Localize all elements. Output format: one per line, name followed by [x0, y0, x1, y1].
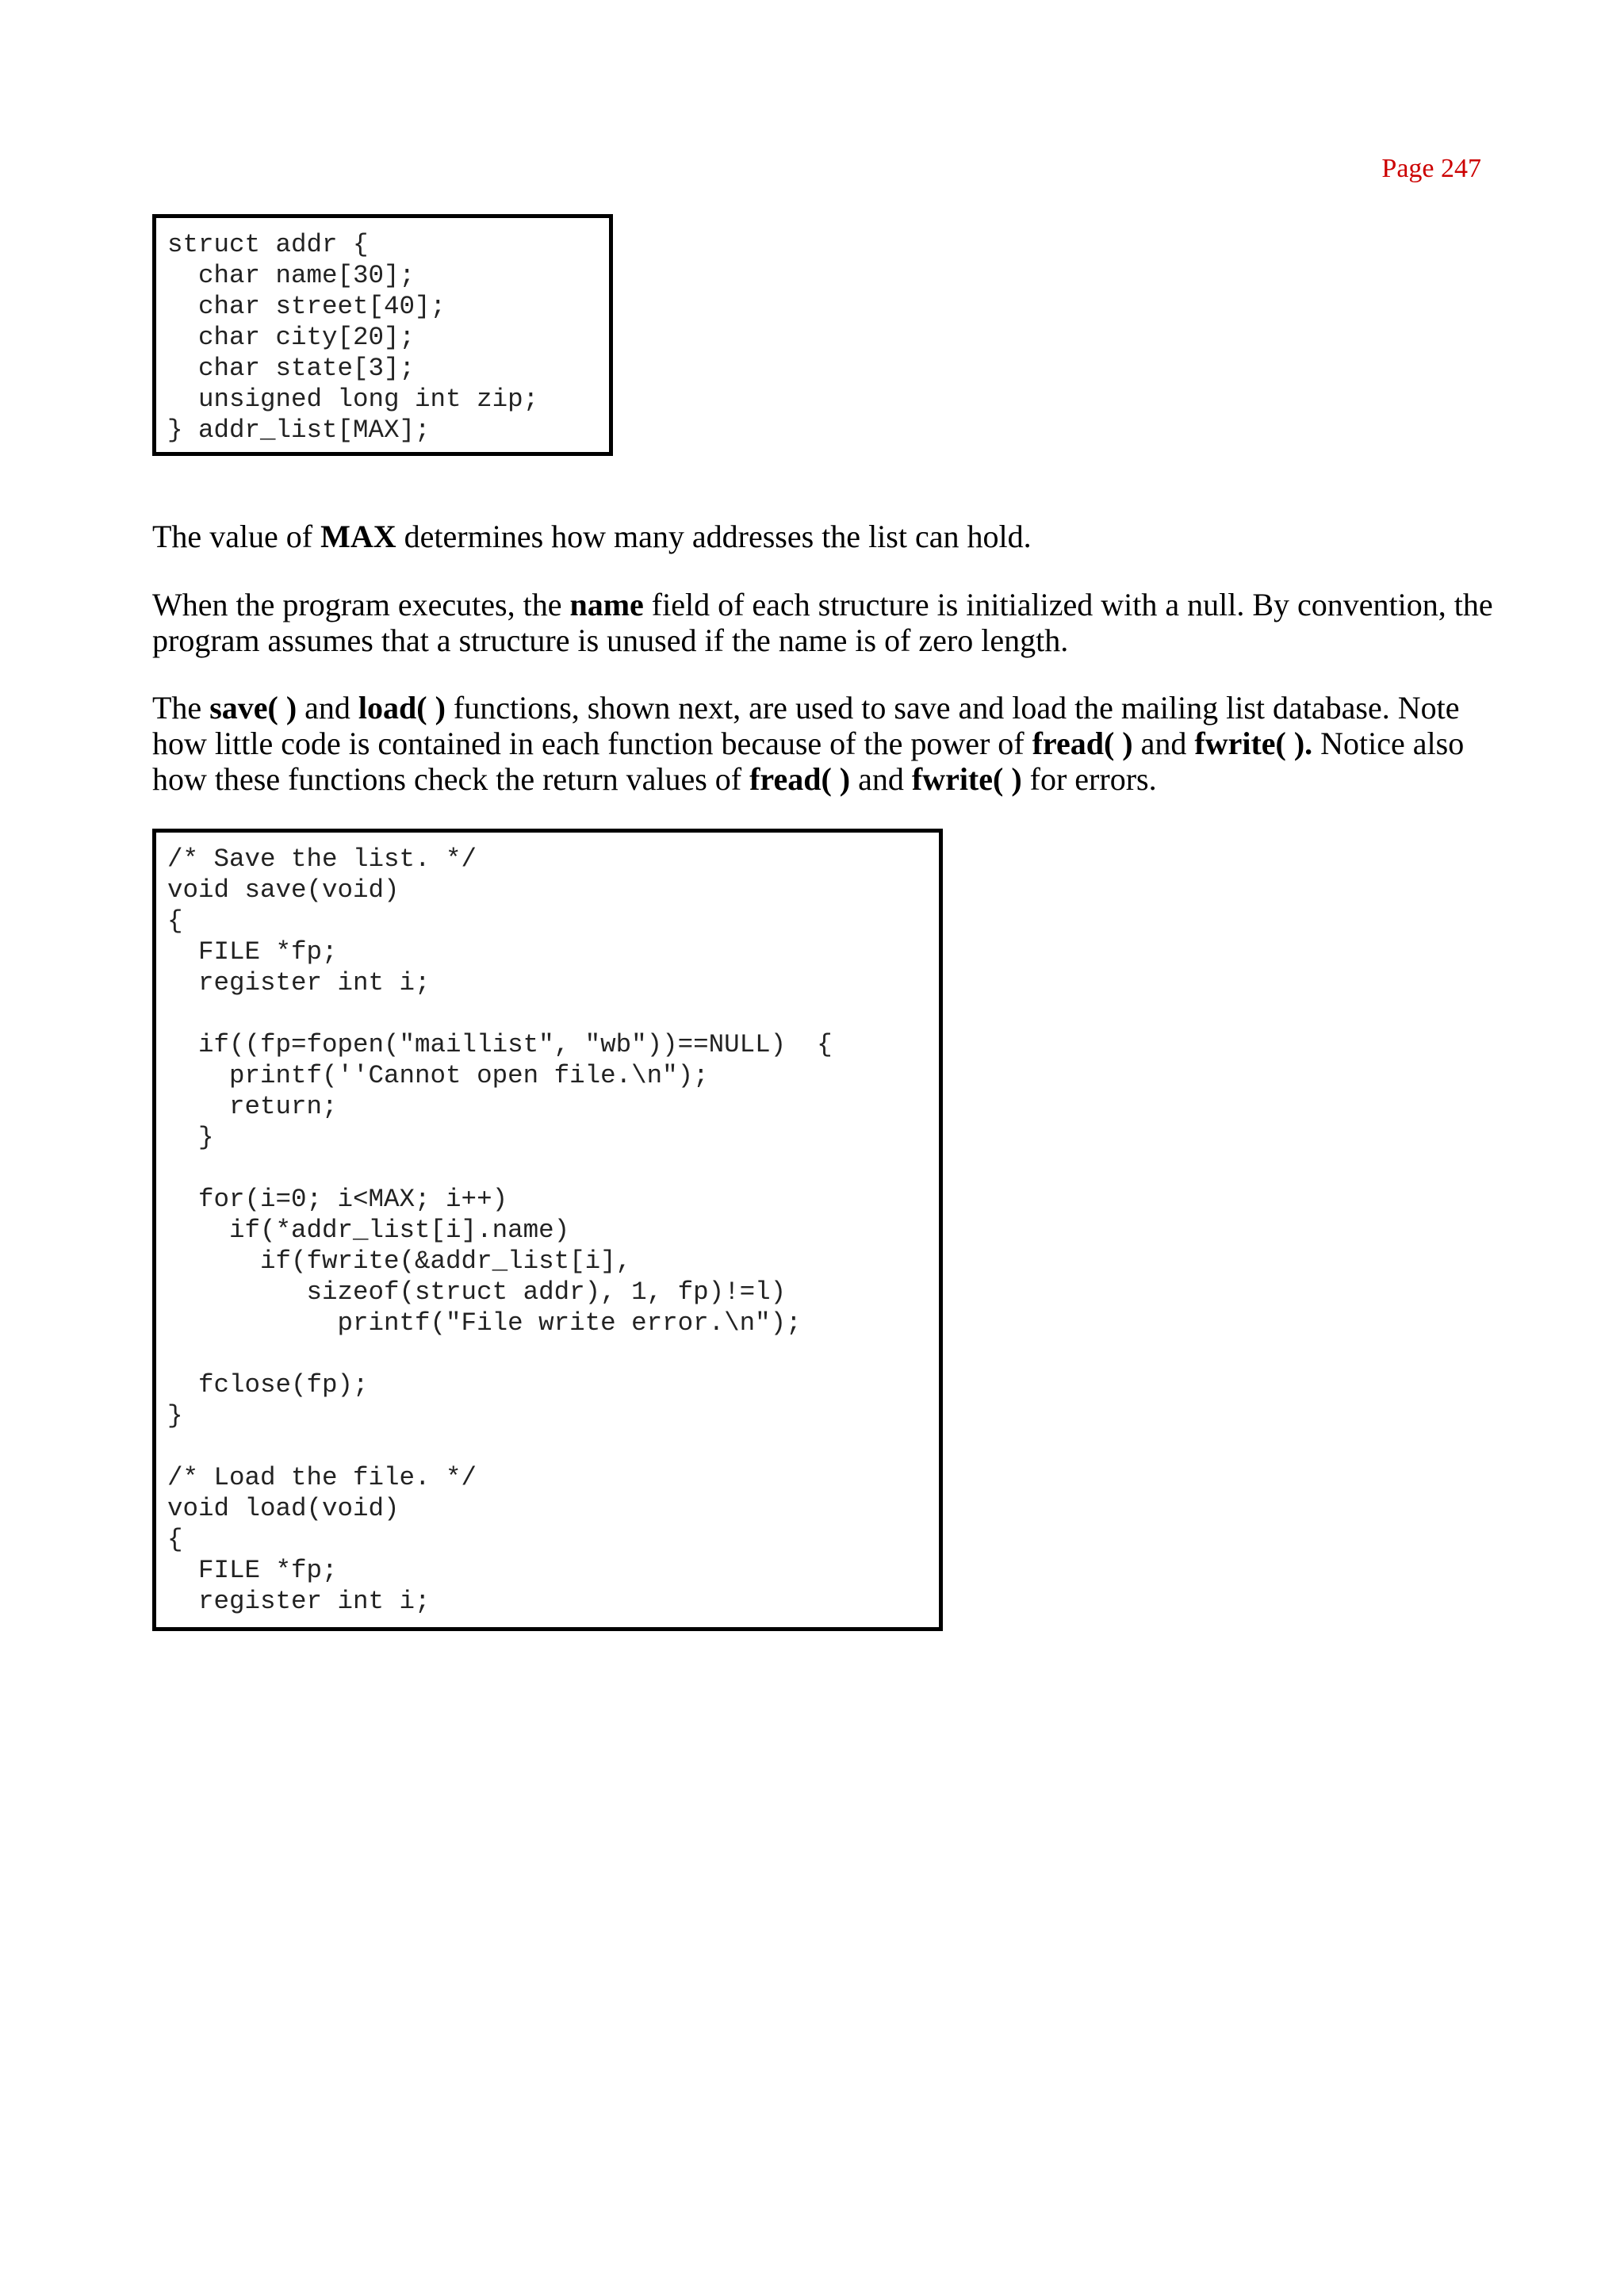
text-run: for errors. — [1021, 761, 1157, 797]
bold-term: fread( ) — [1032, 726, 1133, 761]
text-run: field of each structure is initialized with a null. By convention, the program assumes that a structure is unused if the name is of zero length. — [152, 587, 1493, 658]
text-run: The — [152, 690, 210, 726]
code-block-save-load — [152, 829, 943, 1631]
bold-term: fread( ) — [749, 761, 851, 797]
bold-term: MAX — [320, 519, 396, 554]
paragraph-max — [152, 519, 1500, 554]
text-run: and — [1132, 726, 1195, 761]
text-run: functions, shown next, are used to save and load the mailing list database. Note how little code is contained in each function because of the power of — [152, 690, 1460, 761]
page-number: Page 247 — [1381, 154, 1481, 183]
text-run: determines how many addresses the list can hold. — [396, 519, 1032, 554]
code-block-struct-addr — [152, 214, 613, 456]
bold-term: fwrite( ). — [1194, 726, 1313, 761]
text-run: and — [297, 690, 358, 726]
bold-term: save( ) — [209, 690, 297, 726]
paragraph-save-load — [152, 690, 1500, 797]
text-run: When the program executes, the — [152, 587, 570, 622]
bold-term: name — [569, 587, 644, 622]
bold-term: fwrite( ) — [911, 761, 1022, 797]
paragraph-name-field — [152, 587, 1500, 658]
text-run: The value of — [152, 519, 321, 554]
text-run: Notice also how these functions check the return values of — [152, 726, 1465, 797]
code-listing: struct addr { char name[30]; char street[40]; char city[20]; char state[3]; unsigned long int zip; } addr_list[MAX]; — [167, 230, 539, 445]
bold-term: load( ) — [358, 690, 446, 726]
text-run: and — [850, 761, 912, 797]
code-listing: /* Save the list. */ void save(void) { FILE *fp; register int i; if((fp=fopen("maillist", "wb"))==NULL) { printf(''Cannot open file.\n"); return; } for(i=0; i<MAX; i++) if(*addr_list[i].name) if(fwrite(&addr_list[i], sizeof(struct addr), 1, fp)!=l) printf("File write error.\n"); fclose(fp); } /* Load the file. */ void load(void) { FILE *fp; register int i; — [167, 844, 833, 1616]
